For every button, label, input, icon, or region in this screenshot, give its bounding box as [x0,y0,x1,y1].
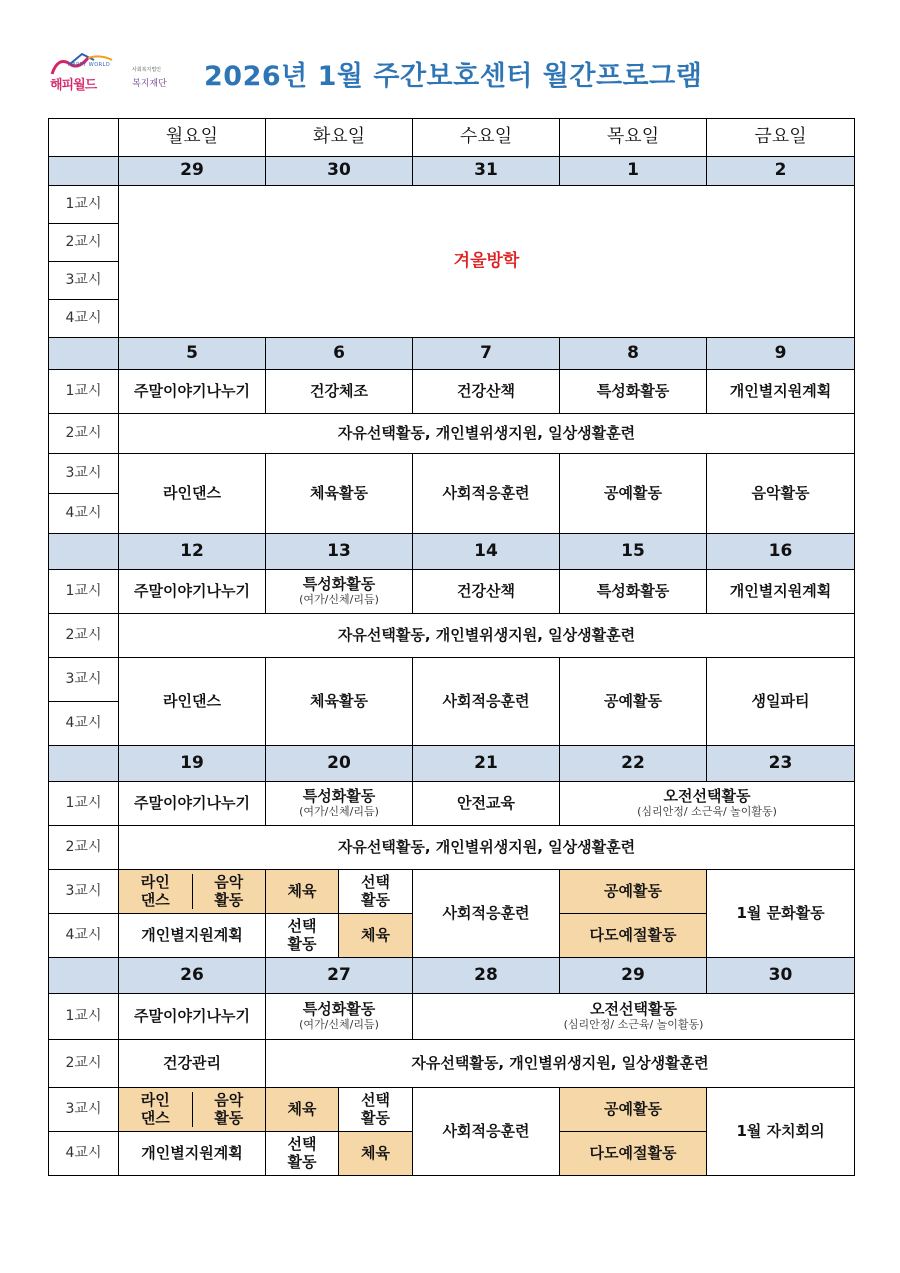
activity-cell: 라인댄스 [119,454,266,534]
activity-cell: 체육 [339,914,413,958]
activity-title: 오전선택활동 [663,787,751,806]
activity-music: 음악 활동 [214,873,244,909]
logo-english-text: HAPPY WORLD [68,62,111,68]
activity-cell: 사회적응훈련 [413,454,560,534]
period-label: 4교시 [49,702,119,746]
period-label: 1교시 [49,186,119,224]
date-cell: 27 [266,958,413,994]
winter-break-cell: 겨울방학 [119,186,855,338]
activity-subtitle: (여가/신체/리듬) [299,593,379,607]
day-header-thu: 목요일 [560,119,707,157]
activity-cell-with-sub [266,782,413,826]
activity-cell: 개인별지원계획 [119,914,266,958]
period-label: 3교시 [49,658,119,702]
day-header-tue: 화요일 [266,119,413,157]
activity-split-cell [119,870,266,914]
date-cell: 12 [119,534,266,570]
activity-cell: 선택 활동 [339,1088,413,1132]
activity-cell: 사회적응훈련 [413,1088,560,1176]
period-label: 3교시 [49,1088,119,1132]
activity-cell: 건강체조 [266,370,413,414]
activity-subtitle: (심리안정/ 소근육/ 놀이활동) [563,1018,704,1032]
activity-cell-wide: 자유선택활동, 개인별위생지원, 일상생활훈련 [266,1040,855,1088]
activity-cell: 체육활동 [266,454,413,534]
date-cell: 19 [119,746,266,782]
date-cell: 26 [119,958,266,994]
period-label: 4교시 [49,300,119,338]
period-label: 1교시 [49,370,119,414]
date-cell: 31 [413,157,560,186]
period-label: 1교시 [49,782,119,826]
activity-split-cell [119,1088,266,1132]
period-label: 4교시 [49,494,119,534]
page-header [48,48,854,98]
date-cell: 29 [560,958,707,994]
activity-cell-wide: 자유선택활동, 개인별위생지원, 일상생활훈련 [119,826,855,870]
date-cell: 13 [266,534,413,570]
activity-cell: 체육 [266,870,339,914]
period-label: 1교시 [49,570,119,614]
logo-brand-text: 해피월드 [50,78,97,93]
activity-cell-with-sub [560,782,855,826]
activity-cell: 다도예절활동 [560,1132,707,1176]
activity-cell: 주말이야기나누기 [119,370,266,414]
activity-cell: 주말이야기나누기 [119,570,266,614]
activity-title: 특성화활동 [302,787,376,806]
activity-cell: 체육 [266,1088,339,1132]
date-cell: 23 [707,746,855,782]
activity-cell: 사회적응훈련 [413,658,560,746]
logo-sub-text: 복지재단 [132,79,167,89]
activity-cell: 주말이야기나누기 [119,994,266,1040]
date-cell: 30 [266,157,413,186]
period-label: 2교시 [49,826,119,870]
period-label: 2교시 [49,224,119,262]
date-cell: 5 [119,338,266,370]
logo-small-text: 사회복지법인 [132,67,161,73]
activity-cell-wide: 자유선택활동, 개인별위생지원, 일상생활훈련 [119,614,855,658]
day-header-wed: 수요일 [413,119,560,157]
activity-cell: 특성화활동 [560,370,707,414]
activity-music: 음악 활동 [214,1091,244,1127]
activity-cell: 체육 [339,1132,413,1176]
date-cell: 22 [560,746,707,782]
date-row-spacer [49,157,119,186]
activity-cell: 건강산책 [413,570,560,614]
period-label: 3교시 [49,262,119,300]
activity-title: 특성화활동 [302,1000,376,1019]
date-row-spacer [49,534,119,570]
activity-cell: 건강산책 [413,370,560,414]
date-cell: 8 [560,338,707,370]
date-cell: 28 [413,958,560,994]
activity-cell: 1월 자치회의 [707,1088,855,1176]
date-row-spacer [49,958,119,994]
period-label: 2교시 [49,1040,119,1088]
activity-subtitle: (여가/신체/리듬) [299,1018,379,1032]
activity-cell: 건강관리 [119,1040,266,1088]
date-cell: 21 [413,746,560,782]
activity-cell-with-sub [266,570,413,614]
activity-cell: 라인댄스 [119,658,266,746]
date-cell: 2 [707,157,855,186]
activity-cell-with-sub [413,994,855,1040]
activity-title: 오전선택활동 [590,1000,677,1019]
date-cell: 20 [266,746,413,782]
date-cell: 14 [413,534,560,570]
period-label: 1교시 [49,994,119,1040]
activity-cell: 공예활동 [560,870,707,914]
date-cell: 30 [707,958,855,994]
period-label: 3교시 [49,870,119,914]
date-cell: 1 [560,157,707,186]
activity-subtitle: (여가/신체/리듬) [299,805,379,819]
period-label: 2교시 [49,614,119,658]
activity-cell: 주말이야기나누기 [119,782,266,826]
schedule-table [48,118,855,1176]
activity-cell: 1월 문화활동 [707,870,855,958]
activity-line-dance: 라인 댄스 [119,1092,193,1127]
period-label: 3교시 [49,454,119,494]
date-cell: 6 [266,338,413,370]
page-title: 2026년 1월 주간보호센터 월간프로그램 [204,61,703,92]
activity-cell: 사회적응훈련 [413,870,560,958]
activity-title: 특성화활동 [302,575,376,594]
activity-cell: 공예활동 [560,1088,707,1132]
date-cell: 29 [119,157,266,186]
date-cell: 9 [707,338,855,370]
activity-cell: 특성화활동 [560,570,707,614]
activity-cell: 음악활동 [707,454,855,534]
activity-cell: 개인별지원계획 [119,1132,266,1176]
foundation-logo [48,52,183,96]
activity-cell: 선택 활동 [339,870,413,914]
activity-cell: 안전교육 [413,782,560,826]
activity-cell: 생일파티 [707,658,855,746]
activity-cell: 선택 활동 [266,1132,339,1176]
period-label: 4교시 [49,914,119,958]
day-header-mon: 월요일 [119,119,266,157]
activity-cell: 개인별지원계획 [707,570,855,614]
activity-cell: 공예활동 [560,658,707,746]
activity-cell: 다도예절활동 [560,914,707,958]
period-label: 4교시 [49,1132,119,1176]
activity-line-dance: 라인 댄스 [119,874,193,909]
corner-cell [49,119,119,157]
activity-cell: 공예활동 [560,454,707,534]
activity-cell-wide: 자유선택활동, 개인별위생지원, 일상생활훈련 [119,414,855,454]
period-label: 2교시 [49,414,119,454]
date-cell: 15 [560,534,707,570]
date-row-spacer [49,338,119,370]
date-cell: 7 [413,338,560,370]
activity-cell: 체육활동 [266,658,413,746]
activity-subtitle: (심리안정/ 소근육/ 놀이활동) [637,805,777,819]
day-header-fri: 금요일 [707,119,855,157]
date-row-spacer [49,746,119,782]
activity-cell: 개인별지원계획 [707,370,855,414]
activity-cell: 선택 활동 [266,914,339,958]
activity-cell-with-sub [266,994,413,1040]
date-cell: 16 [707,534,855,570]
